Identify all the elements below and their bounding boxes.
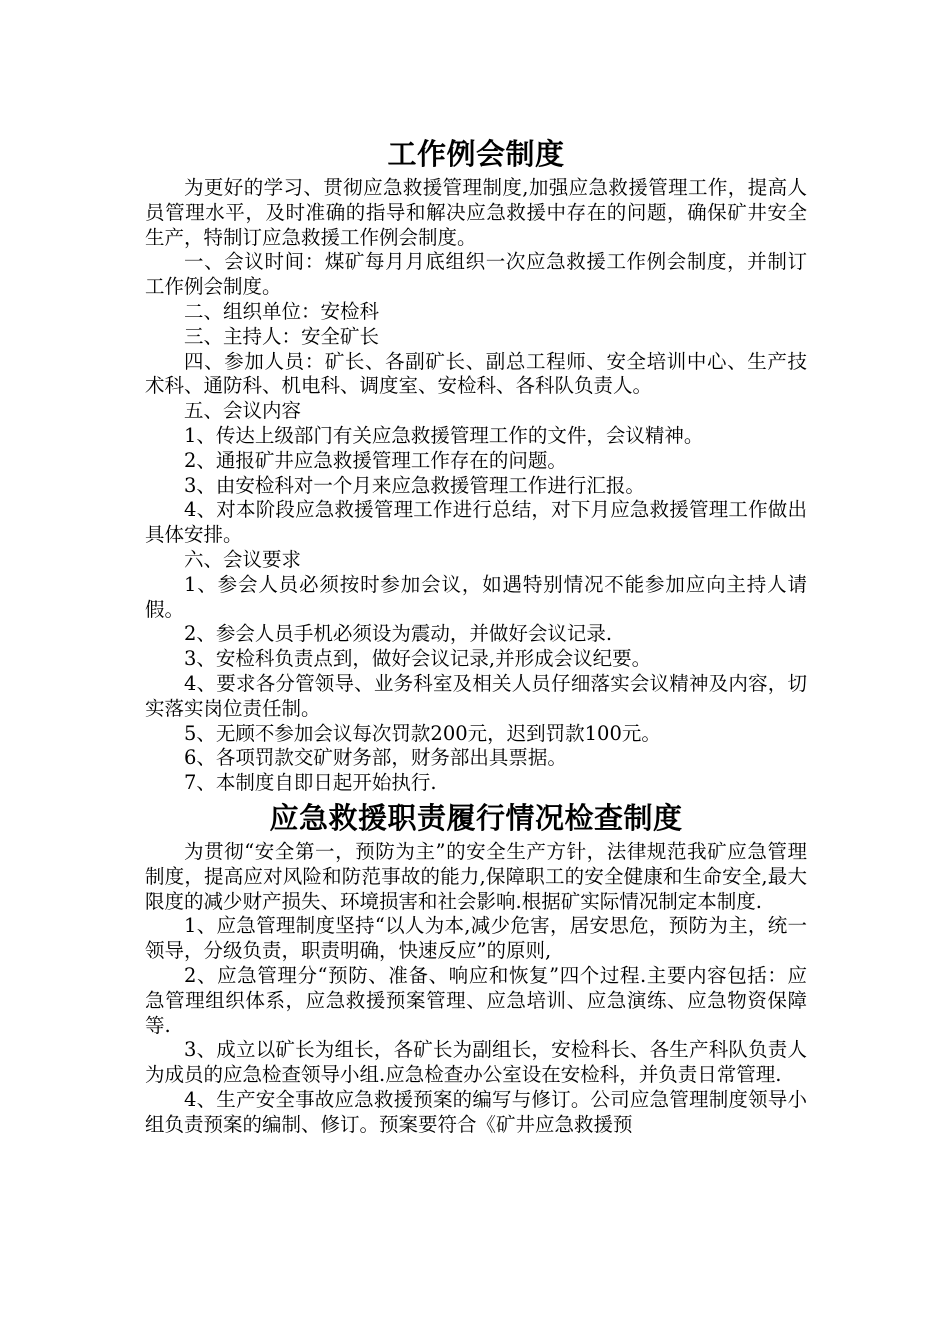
paragraph: 2、参会人员手机必须设为震动，并做好会议记录. bbox=[184, 622, 613, 646]
paragraph: 六、会议要求 bbox=[184, 547, 302, 571]
paragraph: 6、各项罚款交矿财务部，财务部出具票据。 bbox=[184, 746, 567, 770]
paragraph: 为更好的学习、贯彻应急救援管理制度,加强应急救援管理工作，提高人员管理水平，及时准确的指导和解决应急救援中存在的问题，确保矿井安全生产，特制订应急救援工作例会制度。 bbox=[145, 176, 807, 249]
paragraph: 一、会议时间：煤矿每月月底组织一次应急救援工作例会制度，并制订工作例会制度。 bbox=[145, 250, 807, 299]
paragraph: 为贯彻“安全第一，预防为主”的安全生产方针，法律规范我矿应急管理制度，提高应对风险和防范事故的能力,保障职工的安全健康和生命安全,最大限度的减少财产损失、环境损害和社会影响.根据矿实际情况制定本制度. bbox=[145, 839, 807, 913]
section-title-work-meeting: 工作例会制度 bbox=[387, 137, 565, 171]
paragraph: 四、参加人员：矿长、各副矿长、副总工程师、安全培训中心、生产技术科、通防科、机电科、调度室、安检科、各科队负责人。 bbox=[145, 349, 807, 398]
section-title-emergency-inspection: 应急救援职责履行情况检查制度 bbox=[269, 800, 683, 835]
paragraph: 1、传达上级部门有关应急救援管理工作的文件，会议精神。 bbox=[184, 423, 704, 447]
paragraph: 5、无顾不参加会议每次罚款200元，迟到罚款100元。 bbox=[184, 721, 661, 745]
paragraph: 3、安检科负责点到，做好会议记录,并形成会议纪要。 bbox=[184, 647, 652, 671]
paragraph: 7、本制度自即日起开始执行. bbox=[184, 771, 437, 795]
paragraph: 4、生产安全事故应急救援预案的编写与修订。公司应急管理制度领导小组负责预案的编制、修订。预案要符合《矿井应急救援预 bbox=[145, 1087, 807, 1136]
paragraph: 3、成立以矿长为组长，各矿长为副组长，安检科长、各生产科队负责人为成员的应急检查领导小组.应急检查办公室设在安检科，并负责日常管理. bbox=[145, 1038, 807, 1087]
paragraph: 4、要求各分管领导、业务科室及相关人员仔细落实会议精神及内容，切实落实岗位责任制。 bbox=[145, 671, 807, 720]
paragraph: 1、应急管理制度坚持“以人为本,减少危害，居安思危，预防为主，统一领导，分级负责，职责明确，快速反应”的原则, bbox=[145, 914, 807, 963]
paragraph: 3、由安检科对一个月来应急救援管理工作进行汇报。 bbox=[184, 473, 645, 497]
paragraph: 三、主持人：安全矿长 bbox=[184, 324, 380, 348]
document-page bbox=[145, 128, 807, 1137]
paragraph: 4、对本阶段应急救援管理工作进行总结，对下月应急救援管理工作做出具体安排。 bbox=[145, 498, 807, 547]
paragraph: 二、组织单位：安检科 bbox=[184, 299, 380, 323]
paragraph: 五、会议内容 bbox=[184, 399, 302, 423]
paragraph: 1、参会人员必须按时参加会议，如遇特别情况不能参加应向主持人请假。 bbox=[145, 572, 807, 621]
paragraph: 2、通报矿井应急救援管理工作存在的问题。 bbox=[184, 448, 567, 472]
paragraph: 2、应急管理分“预防、准备、响应和恢复”四个过程.主要内容包括：应急管理组织体系，应急救援预案管理、应急培训、应急演练、应急物资保障等. bbox=[145, 963, 807, 1037]
